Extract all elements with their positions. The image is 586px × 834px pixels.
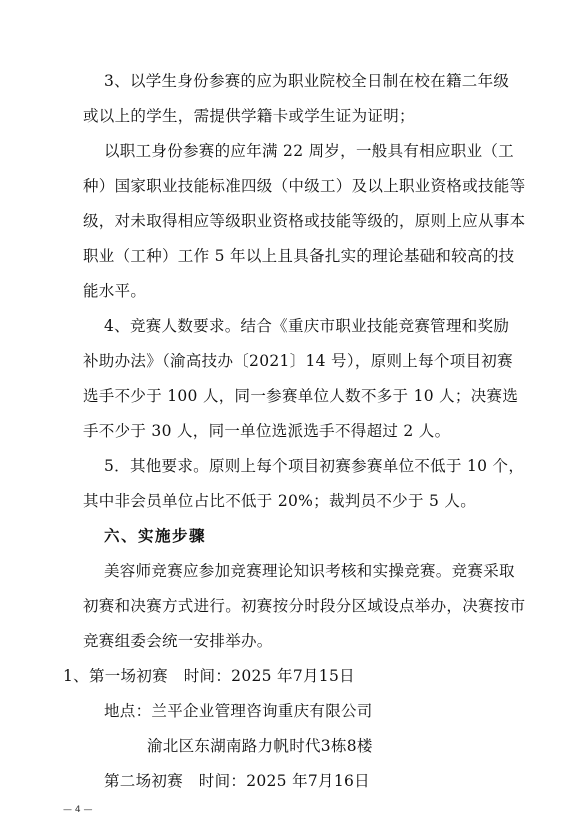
text-line: 地点：兰平企业管理咨询重庆有限公司	[104, 702, 373, 720]
text-line: 种）国家职业技能标准四级（中级工）及以上职业资格或技能等	[83, 177, 526, 195]
text-line: 其中非会员单位占比不低于 20%；裁判员不少于 5 人。	[83, 492, 476, 510]
text-line: 能水平。	[83, 282, 147, 300]
text-line: 初赛和决赛方式进行。初赛按分时段分区域设点举办，决赛按市	[83, 597, 526, 615]
text-line: 渝北区东湖南路力帆时代3栋8楼	[147, 737, 373, 755]
text-line: 竞赛组委会统一安排举办。	[83, 632, 273, 650]
text-line: 1、第一场初赛 时间：2025 年7月15日	[63, 667, 355, 685]
text-line: 第二场初赛 时间：2025 年7月16日	[104, 772, 370, 790]
text-line: 手不少于 30 人，同一单位选派选手不得超过 2 人。	[83, 422, 451, 440]
text-line: 4、竞赛人数要求。结合《重庆市职业技能竞赛管理和奖励	[104, 317, 510, 335]
text-line: 3、以学生身份参赛的应为职业院校全日制在校在籍二年级	[104, 72, 510, 90]
text-line: 以职工身份参赛的应年满 22 周岁，一般具有相应职业（工	[104, 142, 514, 160]
text-line: 选手不少于 100 人，同一参赛单位人数不多于 10 人；决赛选	[83, 387, 519, 405]
text-line: 级，对未取得相应等级职业资格或技能等级的，原则上应从事本	[83, 212, 526, 230]
text-line: 职业（工种）工作 5 年以上且具备扎实的理论基础和较高的技	[83, 247, 515, 265]
page-number: — 4 —	[63, 805, 93, 815]
text-line: 补助办法》（渝高技办〔2021〕14 号），原则上每个项目初赛	[83, 352, 513, 370]
text-line: 美容师竞赛应参加竞赛理论知识考核和实操竞赛。竞赛采取	[104, 562, 515, 580]
text-line: 或以上的学生，需提供学籍卡或学生证为证明；	[83, 107, 415, 125]
section-heading: 六、实施步骤	[104, 526, 207, 545]
text-line: 5．其他要求。原则上每个项目初赛参赛单位不低于 10 个，	[104, 457, 525, 475]
